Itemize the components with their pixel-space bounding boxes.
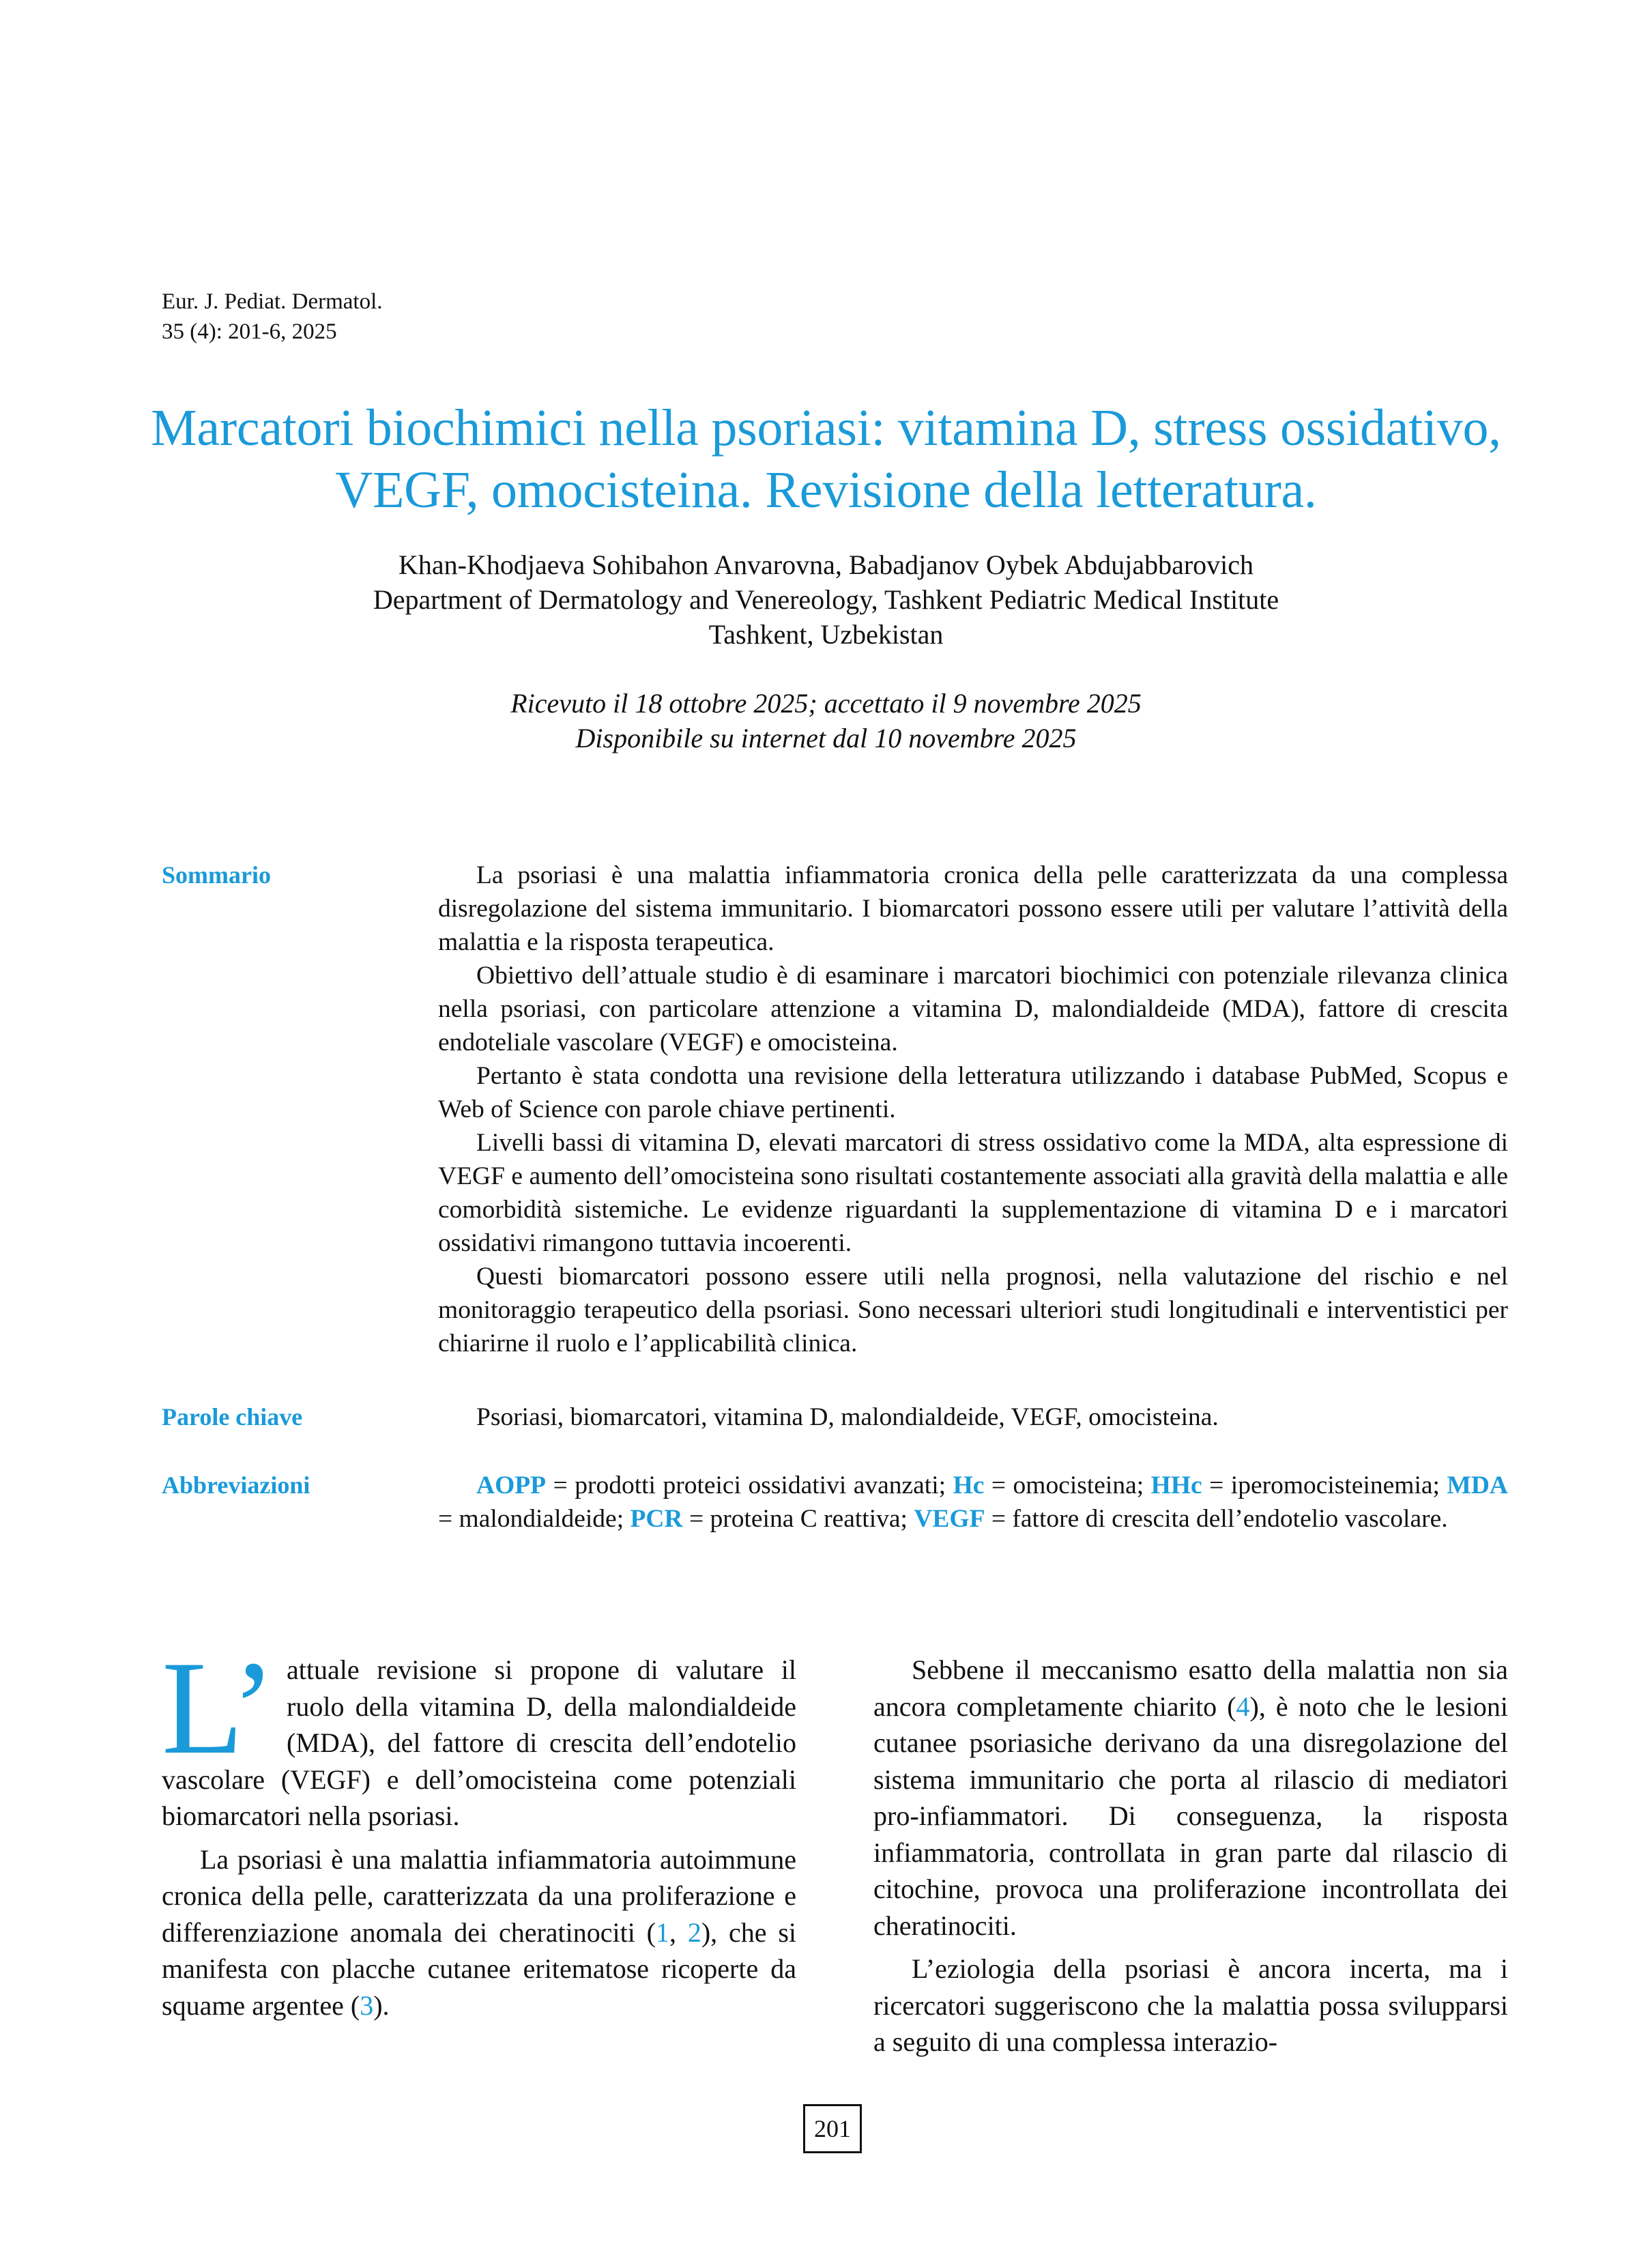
article-title bbox=[102, 397, 1550, 521]
citation-link[interactable]: 4 bbox=[1236, 1691, 1250, 1722]
paragraph-text: ), che si manifesta con placche cutanee eritematose ricoperte da squame argentee ( bbox=[162, 1916, 796, 2021]
abbr-term: Hc bbox=[953, 1471, 985, 1499]
citation-link[interactable]: 2 bbox=[687, 1916, 701, 1948]
journal-name: Eur. J. Pediat. Dermatol. bbox=[162, 289, 383, 314]
abbreviations-body bbox=[438, 1469, 1508, 1536]
abbreviations-text bbox=[438, 1469, 1508, 1536]
available-online: Disponibile su internet dal 10 novembre 2025 bbox=[575, 723, 1077, 753]
abbr-term: VEGF bbox=[914, 1505, 985, 1533]
title-line-1: Marcatori biochimici nella psoriasi: vitamina D, stress ossidativo, bbox=[151, 399, 1501, 457]
keywords-text: Psoriasi, biomarcatori, vitamina D, malondialdeide, VEGF, omocisteina. bbox=[476, 1403, 1219, 1431]
paragraph-text: attuale revisione si propone di valutare il ruolo della vitamina D, della malondialdeide (MDA), del fattore di crescita dell’endotelio vascolare (VEGF) e dell’omocisteina come potenziali biomarcatori nella psoriasi. bbox=[162, 1654, 796, 1831]
abstract-paragraph: Questi biomarcatori possono essere utili nella prognosi, nella valutazione del rischio e nel monitoraggio terapeutico della psoriasi. Sono necessari ulteriori studi longitudinali e interventistici per chiarirne il ruolo e l’applicabilità clinica. bbox=[438, 1263, 1508, 1357]
abbr-definition: = proteina C reattiva; bbox=[682, 1505, 914, 1533]
keywords-label: Parole chiave bbox=[162, 1403, 303, 1431]
body-column-left bbox=[162, 1634, 796, 2030]
abbr-term: HHc bbox=[1150, 1471, 1202, 1499]
abbr-term: MDA bbox=[1447, 1471, 1508, 1499]
abbreviations-label: Abbreviazioni bbox=[162, 1471, 310, 1499]
abstract-paragraph: Pertanto è stata condotta una revisione della letteratura utilizzando i database PubMed, Scopus e Web of Science con parole chiave pertinenti. bbox=[438, 1062, 1508, 1123]
paragraph-text: ). bbox=[373, 1989, 390, 2021]
received-accepted: Ricevuto il 18 ottobre 2025; accettato il 9 novembre 2025 bbox=[510, 688, 1142, 719]
publication-dates bbox=[102, 686, 1550, 756]
abstract-paragraph: La psoriasi è una malattia infiammatoria cronica della pelle caratterizzata da una complessa disregolazione del sistema immunitario. I biomarcatori possono essere utili per valutare l’attività della malattia e la risposta terapeutica. bbox=[438, 861, 1508, 956]
body-paragraph: L’eziologia della psoriasi è ancora incerta, ma i ricercatori suggeriscono che la malattia possa svilupparsi a seguito di una complessa interazio- bbox=[873, 1953, 1508, 2057]
abbr-term: AOPP bbox=[476, 1471, 547, 1499]
paragraph-text: Sebbene il meccanismo esatto della malattia non sia ancora completamente chiarito ( bbox=[873, 1654, 1508, 1722]
abbr-definition: = prodotti proteici ossidativi avanzati; bbox=[546, 1471, 953, 1499]
abstract-body bbox=[438, 859, 1508, 1360]
citation-link[interactable]: 3 bbox=[360, 1989, 374, 2021]
abbr-definition: = omocisteina; bbox=[984, 1471, 1151, 1499]
drop-cap: L’ bbox=[162, 1634, 276, 1782]
abbr-term: PCR bbox=[630, 1505, 683, 1533]
journal-citation: 35 (4): 201-6, 2025 bbox=[162, 319, 337, 344]
abstract-paragraph: Obiettivo dell’attuale studio è di esaminare i marcatori biochimici con potenziale rilevanza clinica nella psoriasi, con particolare attenzione a vitamina D, malondialdeide (MDA), fattore di crescita endoteliale vascolare (VEGF) e omocisteina. bbox=[438, 962, 1508, 1056]
abstract-label: Sommario bbox=[162, 861, 271, 889]
citation-link[interactable]: 1 bbox=[656, 1916, 669, 1948]
affiliation: Department of Dermatology and Venereology, Tashkent Pediatric Medical Institute bbox=[373, 584, 1279, 615]
abstract-paragraph: Livelli bassi di vitamina D, elevati marcatori di stress ossidativo come la MDA, alta espressione di VEGF e aumento dell’omocisteina sono risultati costantemente associati alla gravità della malattia e alle comorbidità sistemiche. Le evidenze riguardanti la supplementazione di vitamina D e i marcatori ossidativi rimangono tuttavia incoerenti. bbox=[438, 1129, 1508, 1257]
abbr-definition: = fattore di crescita dell’endotelio vascolare. bbox=[985, 1505, 1448, 1533]
body-column-right bbox=[873, 1652, 1508, 2067]
body-paragraph bbox=[162, 1841, 796, 2024]
body-paragraph bbox=[162, 1634, 796, 1835]
author-block bbox=[102, 547, 1550, 652]
title-line-2: VEGF, omocisteina. Revisione della letteratura. bbox=[335, 461, 1317, 519]
keywords-body bbox=[438, 1400, 1508, 1434]
body-paragraph bbox=[873, 1652, 1508, 1944]
authors: Khan-Khodjaeva Sohibahon Anvarovna, Babadjanov Oybek Abdujabbarovich bbox=[398, 549, 1254, 580]
paragraph-text: La psoriasi è una malattia infiammatoria autoimmune cronica della pelle, caratterizzata da una proliferazione e differenziazione anomala dei cheratinociti ( bbox=[162, 1843, 796, 1948]
page-number: 201 bbox=[803, 2104, 862, 2153]
citation-separator: , bbox=[669, 1916, 688, 1948]
paragraph-text: ), è noto che le lesioni cutanee psoriasiche derivano da una disregolazione del sistema immunitario che porta al rilascio di mediatori pro-infiammatori. Di conseguenza, la risposta infiammatoria, controllata in gran parte dal rilascio di citochine, provoca una proliferazione incontrollata dei cheratinociti. bbox=[873, 1691, 1508, 1941]
abbr-definition: = malondialdeide; bbox=[438, 1505, 631, 1533]
journal-header bbox=[162, 287, 383, 347]
location: Tashkent, Uzbekistan bbox=[708, 619, 944, 650]
abbr-definition: = iperomocisteinemia; bbox=[1202, 1471, 1447, 1499]
